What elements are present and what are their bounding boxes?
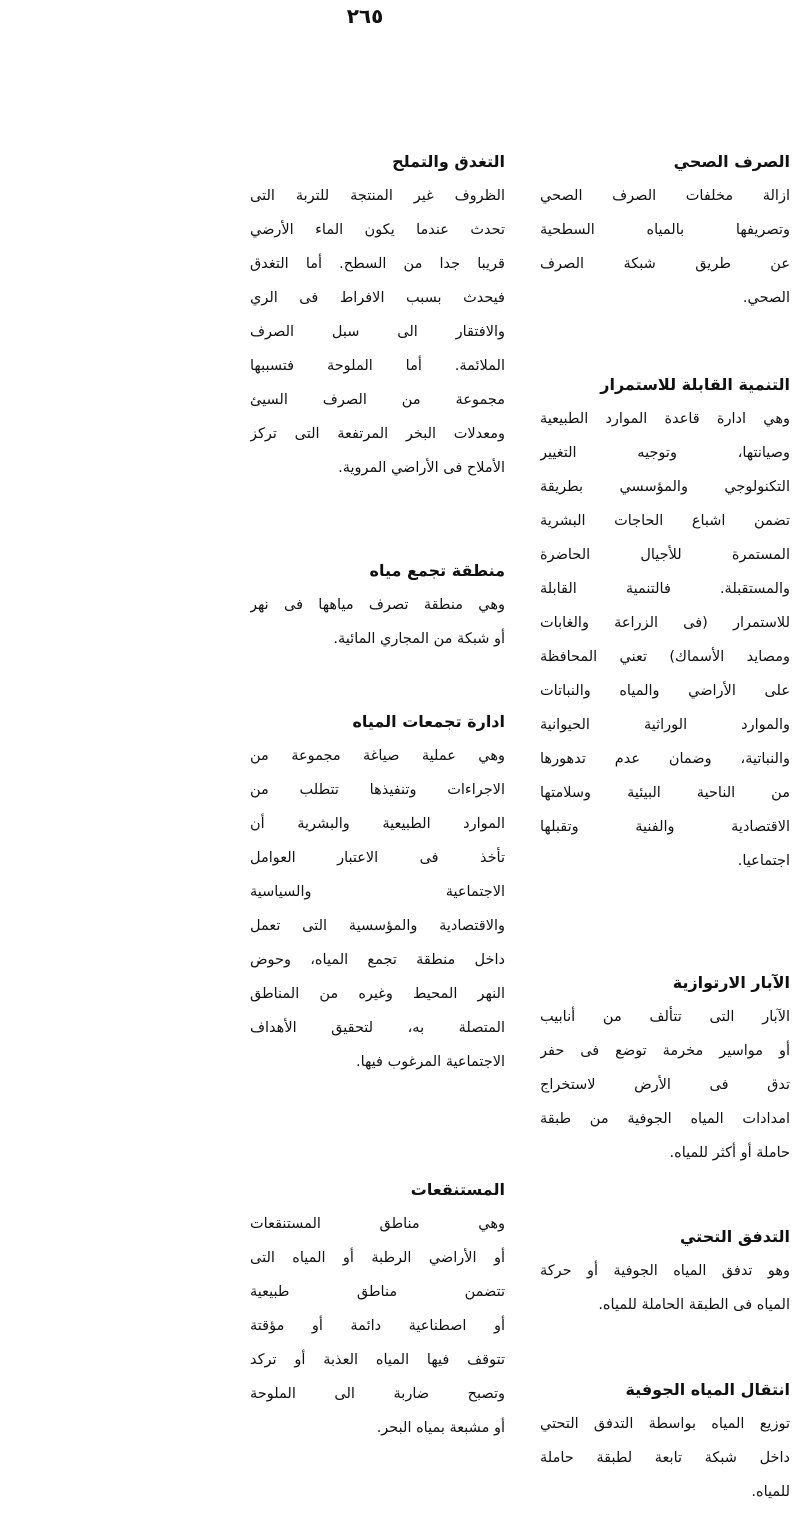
- glossary-entry: [540, 1373, 790, 1509]
- entry-text-line: داخل منطقة تجمع المياه، وحوض: [250, 952, 505, 968]
- entry-text-line: والموارد الوراثية الحيوانية: [540, 717, 790, 733]
- entry-text-line: المتصلة به، لتحقيق الأهداف: [250, 1020, 505, 1036]
- entry-text-line: أو اصطناعية دائمة أو مؤقتة: [250, 1318, 505, 1334]
- entry-text-line: التكنولوجي والمؤسسي بطريقة: [540, 479, 790, 495]
- entry-title: ادارة تجمعات المياه: [352, 712, 505, 731]
- glossary-entry: [540, 368, 790, 878]
- entry-text-line: تتوقف فيها المياه العذبة أو تركد: [250, 1352, 505, 1368]
- entry-title: الصرف الصحي: [673, 152, 790, 171]
- entry-text-line: والمستقبلة. فالتنمية القابلة: [540, 581, 790, 597]
- entry-text-line: تحدث عندما يكون الماء الأرضي: [250, 222, 505, 238]
- entry-text-line: اجتماعيا.: [737, 853, 790, 869]
- glossary-entry: [250, 705, 505, 1079]
- entry-text-line: مجموعة من الصرف السيئ: [250, 392, 505, 408]
- glossary-entry: [250, 1173, 505, 1445]
- glossary-entry: [540, 966, 790, 1170]
- entry-text-line: والنباتية، وضمان عدم تدهورها: [540, 751, 790, 767]
- entry-text-line: الظروف غير المنتجة للتربة التى: [250, 188, 505, 204]
- entry-text-line: داخل شبكة تابعة لطبقة حاملة: [540, 1450, 790, 1466]
- entry-text-line: والافتقار الى سبل الصرف: [250, 324, 505, 340]
- entry-text-line: وهي عملية صياغة مجموعة من: [250, 748, 505, 764]
- page-number: ٢٦٥: [346, 4, 384, 28]
- entry-text-line: أو مشبعة بمياه البحر.: [376, 1420, 505, 1436]
- entry-text-line: للاستمرار (فى الزراعة والغابات: [540, 615, 790, 631]
- entry-text-line: الاقتصادية والفنية وتقبلها: [540, 819, 790, 835]
- glossary-entry: [250, 145, 505, 485]
- entry-text-line: الموارد الطبيعية والبشرية أن: [250, 816, 505, 832]
- entry-text-line: ومعدلات البخر المرتفعة التى تركز: [250, 426, 505, 442]
- entry-title: التدفق التحتي: [679, 1227, 790, 1246]
- glossary-entry: [250, 554, 505, 656]
- entry-text-line: وهو تدفق المياه الجوفية أو حركة: [540, 1263, 790, 1279]
- entry-text-line: أو مواسير مخرمة توضع فى حفر: [540, 1043, 790, 1059]
- entry-text-line: الاجراءات وتنفيذها تتطلب من: [250, 782, 505, 798]
- entry-text-line: المستمرة للأجيال الحاضرة: [540, 547, 790, 563]
- entry-text-line: والاقتصادية والمؤسسية التى تعمل: [250, 918, 505, 934]
- entry-text-line: وتصبح ضاربة الى الملوحة: [250, 1386, 505, 1402]
- entry-text-line: الصحي.: [742, 290, 790, 306]
- entry-title: منطقة تجمع مياه: [369, 561, 505, 580]
- entry-text-line: تتضمن مناطق طبيعية: [250, 1284, 505, 1300]
- entry-text-line: وهي ادارة قاعدة الموارد الطبيعية: [540, 411, 790, 427]
- entry-text-line: توزيع المياه بواسطة التدفق التحتي: [540, 1416, 790, 1432]
- entry-title: التغدق والتملح: [392, 152, 505, 171]
- entry-text-line: وصيانتها، وتوجيه التغيير: [540, 445, 790, 461]
- entry-text-line: للمياه.: [751, 1484, 790, 1500]
- entry-text-line: الاجتماعية والسياسية: [250, 884, 505, 900]
- entry-text-line: ازالة مخلفات الصرف الصحي: [540, 188, 790, 204]
- entry-title: المستنقعات: [410, 1180, 505, 1199]
- entry-text-line: المياه فى الطبقة الحاملة للمياه.: [598, 1297, 790, 1313]
- entry-text-line: وهي منطقة تصرف مياهها فى نهر: [250, 597, 505, 613]
- entry-text-line: الآبار التى تتألف من أنابيب: [540, 1009, 790, 1025]
- entry-text-line: أو الأراضي الرطبة أو المياه التى: [250, 1250, 505, 1266]
- entry-text-line: تأخذ فى الاعتبار العوامل: [250, 850, 505, 866]
- glossary-entry: [540, 145, 790, 315]
- entry-text-line: الملائمة. أما الملوحة فتسببها: [250, 358, 505, 374]
- entry-text-line: من الناحية البيئية وسلامتها: [540, 785, 790, 801]
- entry-text-line: حاملة أو أكثر للمياه.: [669, 1145, 790, 1161]
- entry-text-line: الأملاح فى الأراضي المروية.: [338, 460, 505, 476]
- entry-text-line: الاجتماعية المرغوب فيها.: [355, 1054, 505, 1070]
- entry-text-line: تضمن اشباع الحاجات البشرية: [540, 513, 790, 529]
- entry-text-line: قريبا جدا من السطح. أما التغدق: [250, 256, 505, 272]
- entry-text-line: على الأراضي والمياه والنباتات: [540, 683, 790, 699]
- entry-title: التنمية القابلة للاستمرار: [600, 375, 790, 394]
- entry-text-line: أو شبكة من المجاري المائية.: [333, 631, 505, 647]
- glossary-entry: [540, 1220, 790, 1322]
- entry-text-line: عن طريق شبكة الصرف: [540, 256, 790, 272]
- entry-text-line: امدادات المياه الجوفية من طبقة: [540, 1111, 790, 1127]
- entry-title: الآبار الارتوازية: [672, 973, 790, 992]
- entry-text-line: وتصريفها بالمياه السطحية: [540, 222, 790, 238]
- entry-text-line: تدق فى الأرض لاستخراج: [540, 1077, 790, 1093]
- entry-text-line: فيحدث بسبب الافراط فى الري: [250, 290, 505, 306]
- entry-text-line: ومصايد الأسماك) تعني المحافظة: [540, 649, 790, 665]
- entry-text-line: وهي مناطق المستنقعات: [250, 1216, 505, 1232]
- entry-title: انتقال المياه الجوفية: [625, 1380, 790, 1399]
- entry-text-line: النهر المحيط وغيره من المناطق: [250, 986, 505, 1002]
